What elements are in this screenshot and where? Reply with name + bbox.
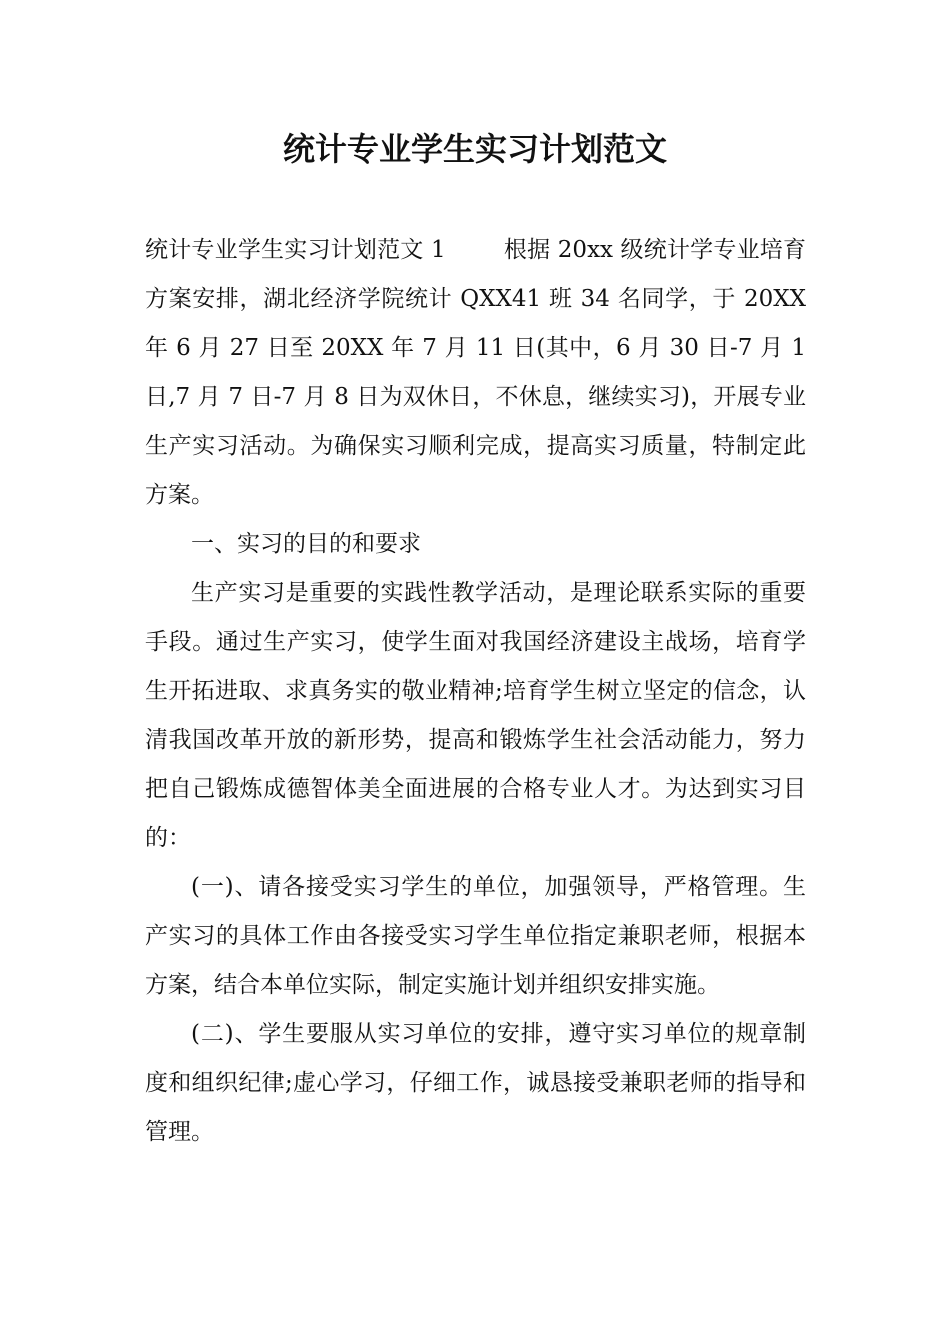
section-heading: 一、实习的目的和要求 xyxy=(191,531,421,557)
document-body xyxy=(145,226,806,1157)
intro-label: 统计专业学生实习计划范文 1 xyxy=(145,237,446,263)
paragraph-purpose: 生产实习是重要的实践性教学活动，是理论联系实际的重要手段。通过生产实习，使学生面对我国经济建设主战场，培育学生开拓进取、求真务实的敬业精神;培育学生树立坚定的信念，认清我国改革开放的新形势，提高和锻炼学生社会活动能力，努力把自己锻炼成德智体美全面进展的合格专业人才。为达到实习目的： xyxy=(145,580,806,851)
intro-paragraph xyxy=(145,226,806,520)
paragraph-requirement-2: (二)、学生要服从实习单位的安排，遵守实习单位的规章制度和组织纪律;虚心学习，仔细工作，诚恳接受兼职老师的指导和管理。 xyxy=(145,1021,806,1145)
intro-text: 根据 20xx 级统计学专业培育方案安排，湖北经济学院统计 QXX41 班 34 名同学，于 20XX 年 6 月 27 日至 20XX 年 7 月 11 日(其中，6 月 30 日-7 月 1 日,7 月 7 日-7 月 8 日为双休日，不休息，继续实习)，开展专业生产实习活动。为确保实习顺利完成，提高实习质量，特制定此方案。 xyxy=(145,237,806,508)
document-title: 统计专业学生实习计划范文 xyxy=(282,130,667,168)
paragraph-requirement-1: (一)、请各接受实习学生的单位，加强领导，严格管理。生产实习的具体工作由各接受实习学生单位指定兼职老师，根据本方案，结合本单位实际，制定实施计划并组织安排实施。 xyxy=(145,874,806,998)
